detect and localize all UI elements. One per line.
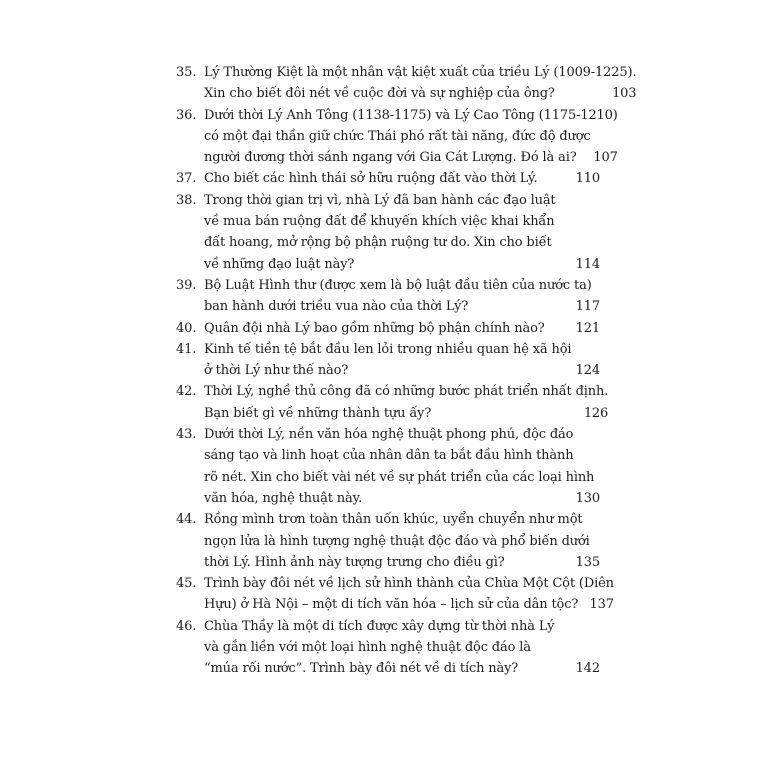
- entry-line: có một đại thần giữ chức Thái phó rất tài năng, đức độ được: [204, 128, 591, 144]
- entry-text: [204, 62, 636, 105]
- toc-entry: [176, 275, 600, 318]
- entry-text: [204, 318, 600, 339]
- entry-number: 40.: [176, 320, 197, 336]
- entry-line: thời Lý. Hình ảnh này tượng trưng cho điều gì?: [204, 554, 505, 570]
- entry-text: [204, 509, 600, 573]
- entry-number: 46.: [176, 618, 197, 634]
- entry-number: 35.: [176, 65, 197, 80]
- entry-line: ở thời Lý như thế nào?: [204, 363, 349, 379]
- entry-line: Xin cho biết đôi nét về cuộc đời và sự nghiệp của ông?: [204, 86, 555, 102]
- entry-line: Bạn biết gì về những thành tựu ấy?: [204, 405, 432, 421]
- entry-line: ngọn lửa là hình tượng nghệ thuật độc đáo và phổ biến dưới: [204, 533, 590, 549]
- entry-line: Chùa Thầy là một di tích được xây dựng từ thời nhà Lý: [204, 618, 555, 634]
- page-number: 103: [612, 86, 637, 102]
- entry-text: [204, 381, 608, 424]
- entry-number: 45.: [176, 576, 197, 592]
- entry-number: 43.: [176, 427, 197, 443]
- entry-number: 36.: [176, 107, 197, 123]
- toc-entry: [176, 62, 637, 105]
- page-number: 126: [583, 405, 609, 421]
- entry-line: Rồng mình trơn toàn thân uốn khúc, uyển chuyển như một: [204, 512, 583, 528]
- entry-line: rõ nét. Xin cho biết vài nét về sự phát triển của các loại hình: [204, 469, 595, 485]
- entry-line: ban hành dưới triều vua nào của thời Lý?: [204, 299, 469, 315]
- page-number: 121: [575, 320, 600, 336]
- entry-text: [204, 339, 600, 382]
- entry-last-line: [204, 318, 600, 339]
- entry-text: [204, 190, 600, 275]
- entry-line: Cho biết các hình thái sở hữu ruộng đất vào thời Lý.: [204, 171, 538, 187]
- toc-entry: [176, 168, 600, 189]
- page-number: 114: [575, 256, 600, 272]
- toc-entry: [176, 616, 600, 680]
- toc-entry: [176, 105, 618, 169]
- entry-text: [204, 105, 618, 169]
- page-number: 124: [575, 363, 600, 379]
- entry-line: Trình bày đôi nét về lịch sử hình thành của Chùa Một Cột (Diên: [204, 576, 614, 592]
- entry-line: Lý Thường Kiệt là một nhân vật kiệt xuất của triều Lý (1009-1225).: [204, 65, 637, 80]
- toc-entry: [176, 509, 600, 573]
- page-number: 117: [575, 299, 600, 315]
- entry-line: Dưới thời Lý Anh Tông (1138-1175) và Lý Cao Tông (1175-1210): [204, 107, 618, 123]
- entry-last-line: [204, 488, 600, 509]
- entry-line: Dưới thời Lý, nền văn hóa nghệ thuật phong phú, độc đáo: [204, 427, 574, 443]
- entry-number: 42.: [176, 384, 197, 400]
- entry-last-line: [204, 403, 608, 424]
- entry-line: sáng tạo và linh hoạt của nhân dân ta bắt đầu hình thành: [204, 448, 574, 464]
- page-number: 137: [589, 597, 614, 613]
- toc-entry: [176, 381, 609, 424]
- table-of-contents: [176, 62, 637, 680]
- entry-last-line: [204, 296, 600, 317]
- entry-line: Thời Lý, nghề thủ công đã có những bước phát triển nhất định.: [204, 384, 609, 400]
- entry-text: [204, 573, 614, 616]
- entry-last-line: [204, 83, 636, 104]
- page-number: 135: [575, 554, 600, 570]
- entry-line: về mua bán ruộng đất để khuyến khích việc khai khẩn: [204, 214, 555, 230]
- entry-last-line: [204, 168, 600, 189]
- entry-line: và gắn liền với một loại hình nghệ thuật độc đáo là: [204, 640, 531, 656]
- toc-entry: [176, 339, 600, 382]
- toc-entry: [176, 318, 600, 339]
- entry-text: [204, 424, 600, 509]
- toc-entry: [176, 424, 600, 509]
- entry-line: người đương thời sánh ngang với Gia Cát Lượng. Đó là ai?: [204, 150, 577, 166]
- entry-line: đất hoang, mở rộng bộ phận ruộng tư do. Xin cho biết: [204, 235, 552, 251]
- entry-last-line: [204, 254, 600, 275]
- entry-line: “múa rối nước”. Trình bày đôi nét về di tích này?: [204, 661, 519, 677]
- entry-text: [204, 275, 600, 318]
- entry-last-line: [204, 360, 600, 381]
- entry-line: Bộ Luật Hình thư (được xem là bộ luật đầu tiên của nước ta): [204, 277, 592, 293]
- entry-line: văn hóa, nghệ thuật này.: [204, 490, 363, 506]
- entry-last-line: [204, 594, 614, 615]
- page-number: 110: [575, 171, 600, 187]
- entry-last-line: [204, 658, 600, 679]
- toc-entry: [176, 573, 614, 616]
- entry-number: 39.: [176, 277, 197, 293]
- entry-line: Quân đội nhà Lý bao gồm những bộ phận chính nào?: [204, 320, 545, 336]
- entry-last-line: [204, 552, 600, 573]
- entry-line: Trong thời gian trị vì, nhà Lý đã ban hành các đạo luật: [204, 192, 556, 208]
- entry-number: 38.: [176, 192, 197, 208]
- entry-number: 41.: [176, 341, 197, 357]
- entry-line: Hựu) ở Hà Nội – một di tích văn hóa – lịch sử của dân tộc?: [204, 597, 579, 613]
- entry-line: Kinh tế tiền tệ bắt đầu len lỏi trong nhiều quan hệ xã hội: [204, 341, 572, 357]
- toc-entry: [176, 190, 600, 275]
- entry-number: 37.: [176, 171, 197, 187]
- entry-line: về những đạo luật này?: [204, 256, 355, 272]
- entry-text: [204, 168, 600, 189]
- entry-text: [204, 616, 600, 680]
- page-number: 130: [575, 490, 600, 506]
- entry-number: 44.: [176, 512, 197, 528]
- entry-last-line: [204, 147, 618, 168]
- page-number: 142: [575, 661, 600, 677]
- page-number: 107: [593, 150, 618, 166]
